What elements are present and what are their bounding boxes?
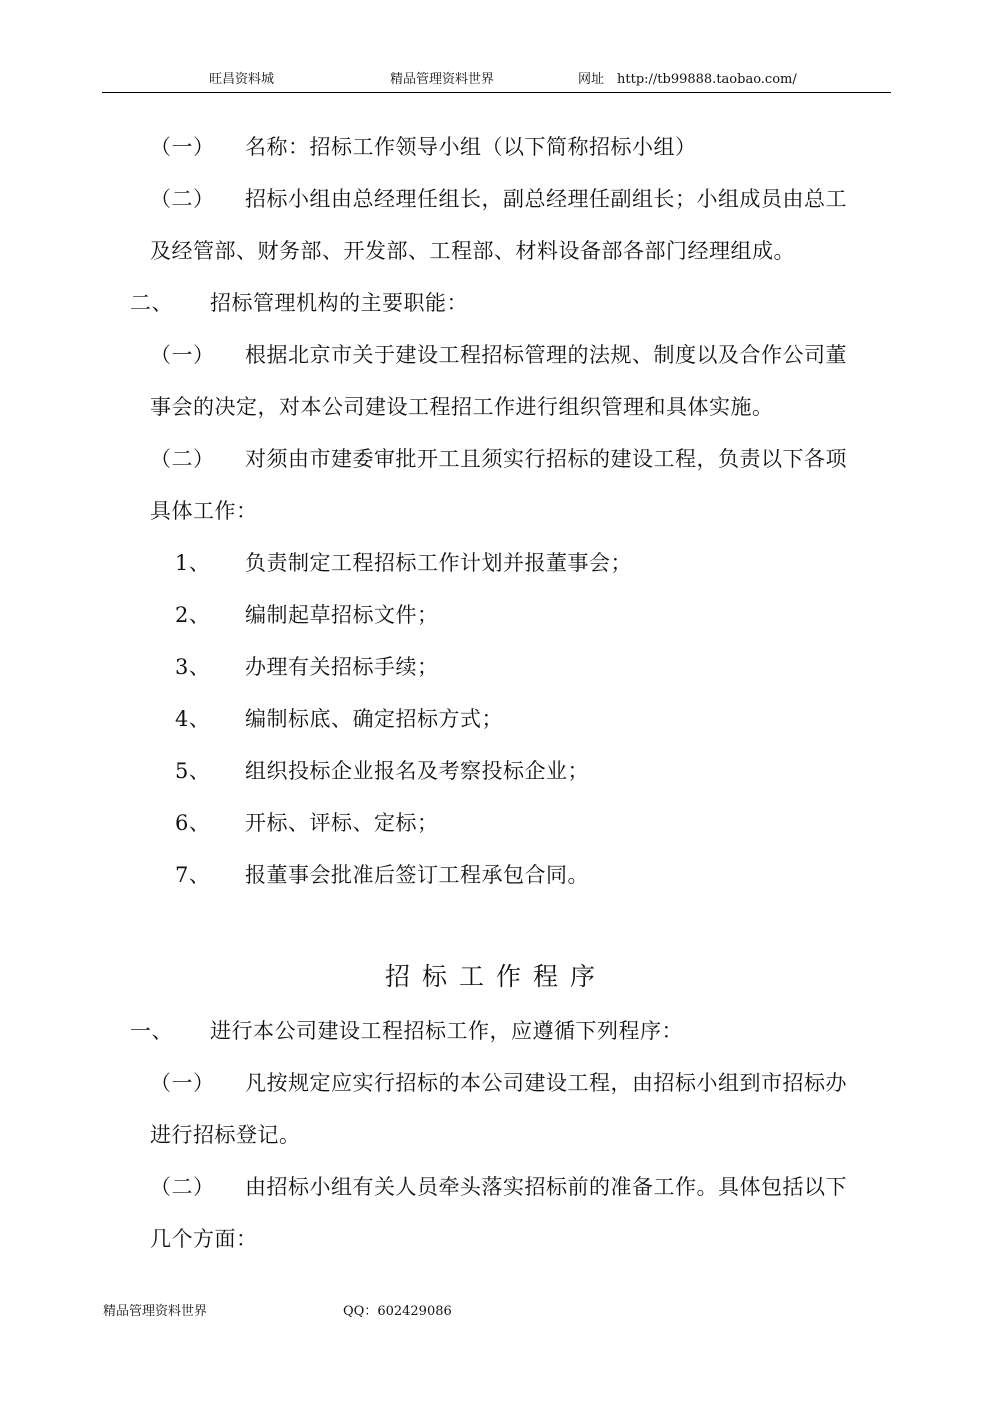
footer-left: 精品管理资料世界 <box>103 1304 208 1319</box>
text-line: 开标、评标、定标； <box>245 811 439 835</box>
text-line: 事会的决定，对本公司建设工程招工作进行组织管理和具体实施。 <box>150 395 774 419</box>
section-title: 招标工作程序 <box>384 962 607 991</box>
footer-right: QQ：602429086 <box>343 1304 452 1319</box>
marker: 6、 <box>175 811 211 835</box>
marker: 2、 <box>175 603 211 627</box>
text-line: 编制标底、确定招标方式； <box>245 707 503 731</box>
text-line: 组织投标企业报名及考察投标企业； <box>245 759 589 783</box>
marker: 4、 <box>175 707 211 731</box>
text-line: 名称：招标工作领导小组（以下简称招标小组） <box>245 135 697 159</box>
header-left: 旺昌资料城 <box>209 72 275 87</box>
text-line: 根据北京市关于建设工程招标管理的法规、制度以及合作公司董 <box>245 343 847 367</box>
text-line: 由招标小组有关人员牵头落实招标前的准备工作。具体包括以下 <box>245 1175 847 1199</box>
marker: 1、 <box>175 551 211 575</box>
marker: 7、 <box>175 863 211 887</box>
text-line: 对须由市建委审批开工且须实行招标的建设工程，负责以下各项 <box>245 447 847 471</box>
header-rule <box>102 92 891 93</box>
marker: 一、 <box>130 1019 173 1043</box>
marker: （二） <box>150 187 215 211</box>
marker: （一） <box>150 135 215 159</box>
text-line: 及经管部、财务部、开发部、工程部、材料设备部各部门经理组成。 <box>150 239 795 263</box>
header-center: 精品管理资料世界 <box>390 72 495 87</box>
text-line: 办理有关招标手续； <box>245 655 439 679</box>
header-right: 网址 http://tb99888.taobao.com/ <box>578 72 797 87</box>
text-line: 招标小组由总经理任组长，副总经理任副组长；小组成员由总工 <box>245 187 847 211</box>
marker: 二、 <box>130 291 173 315</box>
text-line: 凡按规定应实行招标的本公司建设工程，由招标小组到市招标办 <box>245 1071 847 1095</box>
text-line: 几个方面： <box>150 1227 258 1251</box>
marker: （二） <box>150 1175 215 1199</box>
marker: （一） <box>150 343 215 367</box>
text-line: 负责制定工程招标工作计划并报董事会； <box>245 551 632 575</box>
text-line: 招标管理机构的主要职能： <box>210 291 468 315</box>
marker: （二） <box>150 447 215 471</box>
text-line: 报董事会批准后签订工程承包合同。 <box>245 863 589 887</box>
text-line: 具体工作： <box>150 499 258 523</box>
marker: 3、 <box>175 655 211 679</box>
text-line: 进行招标登记。 <box>150 1123 301 1147</box>
text-line: 编制起草招标文件； <box>245 603 439 627</box>
marker: （一） <box>150 1071 215 1095</box>
text-line: 进行本公司建设工程招标工作，应遵循下列程序： <box>210 1019 683 1043</box>
marker: 5、 <box>175 759 211 783</box>
